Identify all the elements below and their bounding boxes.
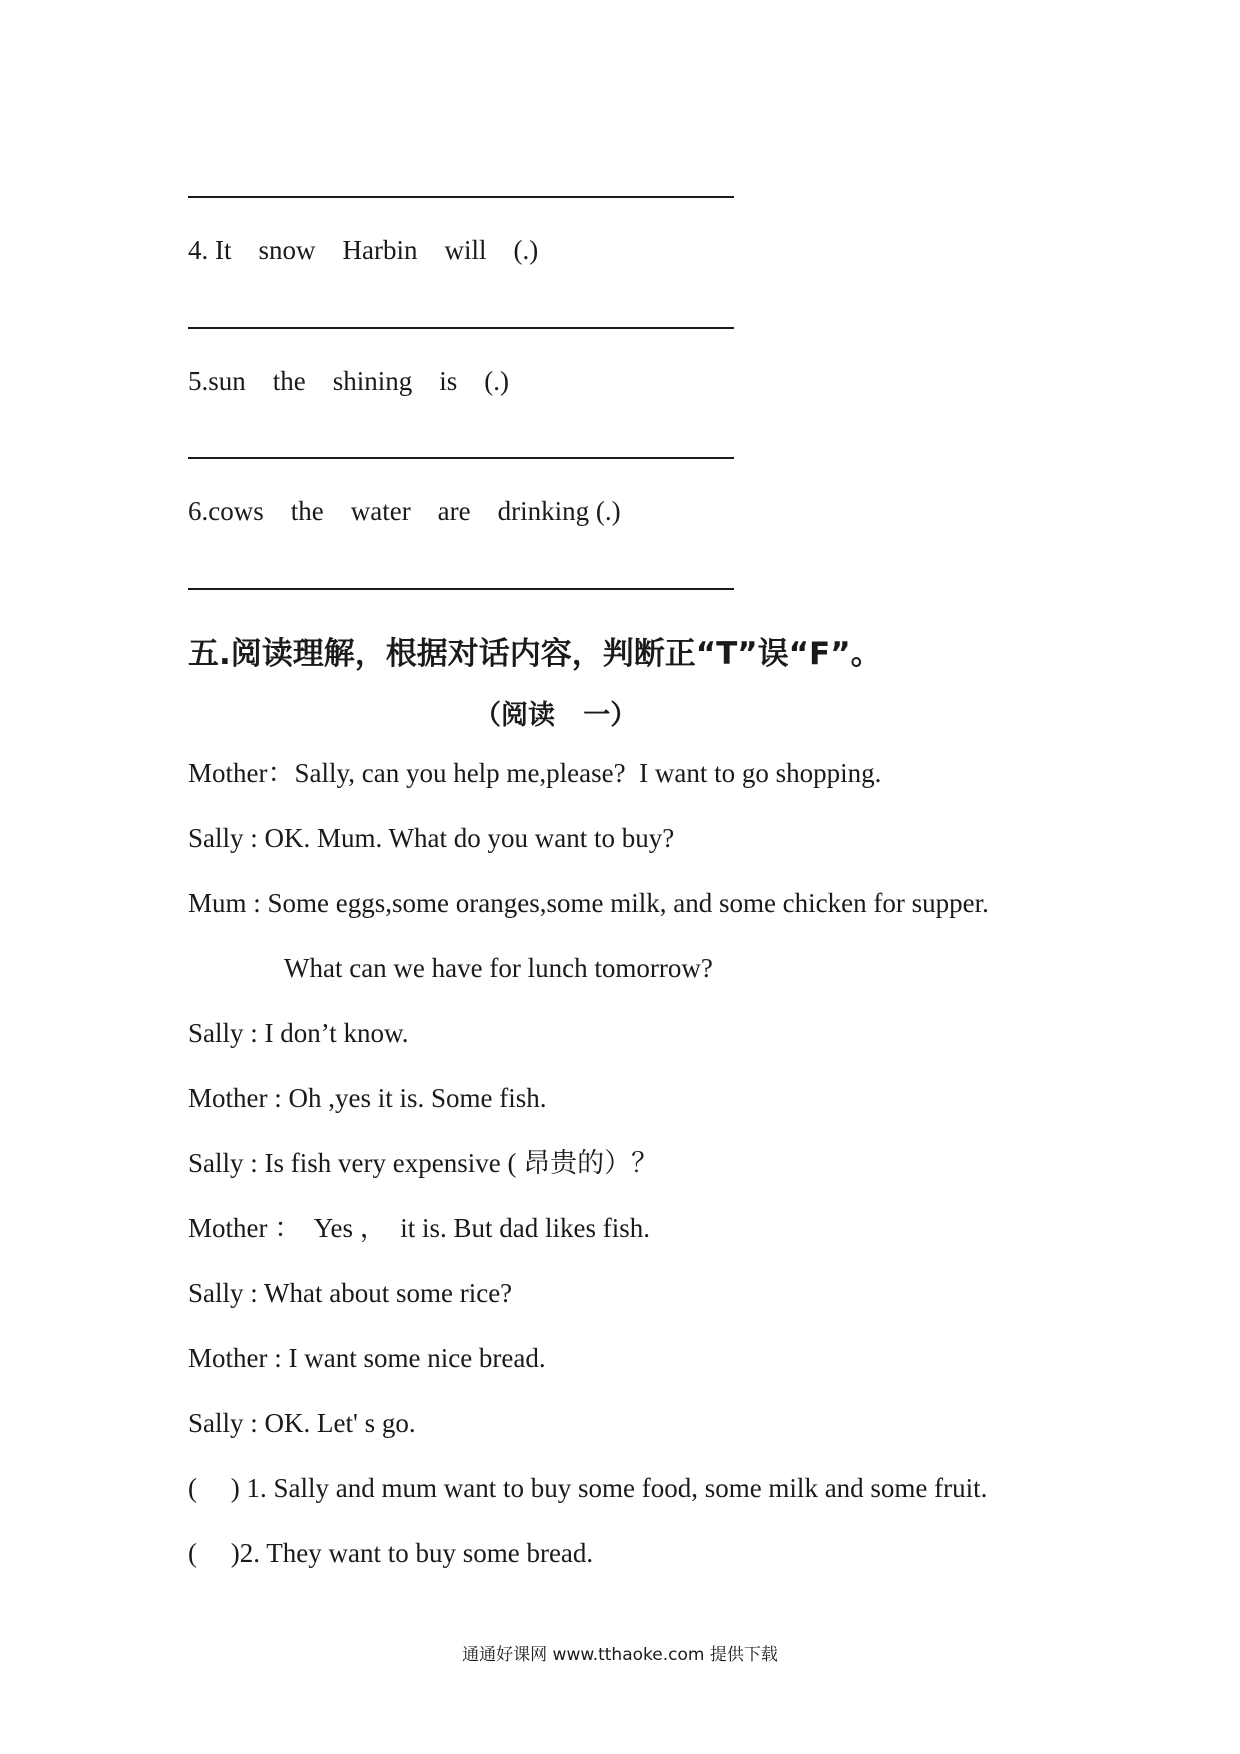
reading-title: （阅读 一）: [474, 700, 638, 731]
question-item: ( )2. They want to buy some bread.: [188, 1538, 594, 1568]
answer-line: [188, 196, 734, 198]
dialogue-line: What can we have for lunch tomorrow?: [284, 953, 713, 983]
answer-line: [188, 457, 734, 459]
answer-line: [188, 588, 734, 590]
question-item: ( ) 1. Sally and mum want to buy some food, some milk and some fruit.: [188, 1473, 988, 1503]
dialogue-line: Mother : I want some nice bread.: [188, 1343, 546, 1373]
exercise-item: 5.sun the shining is (.): [188, 366, 509, 396]
section-heading: 五.阅读理解，根据对话内容，判断正“T”误“F”。: [188, 636, 882, 672]
answer-line: [188, 327, 734, 329]
dialogue-line: Sally : OK. Mum. What do you want to buy?: [188, 823, 675, 853]
footer-credit: 通通好课网 www.tthaoke.com 提供下载: [462, 1645, 778, 1665]
dialogue-line: Sally : Is fish very expensive ( 昂贵的）？: [188, 1148, 659, 1178]
exercise-item: 4. It snow Harbin will (.): [188, 235, 539, 265]
dialogue-line: Sally : OK. Let' s go.: [188, 1408, 416, 1438]
dialogue-line: Mother ： Yes ， it is. But dad likes fish.: [188, 1213, 651, 1243]
exercise-item: 6.cows the water are drinking (.): [188, 496, 621, 526]
dialogue-line: Sally : What about some rice?: [188, 1278, 513, 1308]
dialogue-line: Mum : Some eggs,some oranges,some milk, and some chicken for supper.: [188, 888, 989, 918]
dialogue-line: Sally : I don’t know.: [188, 1018, 409, 1048]
dialogue-line: Mother：Sally, can you help me,please? I want to go shopping.: [188, 758, 882, 788]
dialogue-line: Mother : Oh ,yes it is. Some fish.: [188, 1083, 547, 1113]
